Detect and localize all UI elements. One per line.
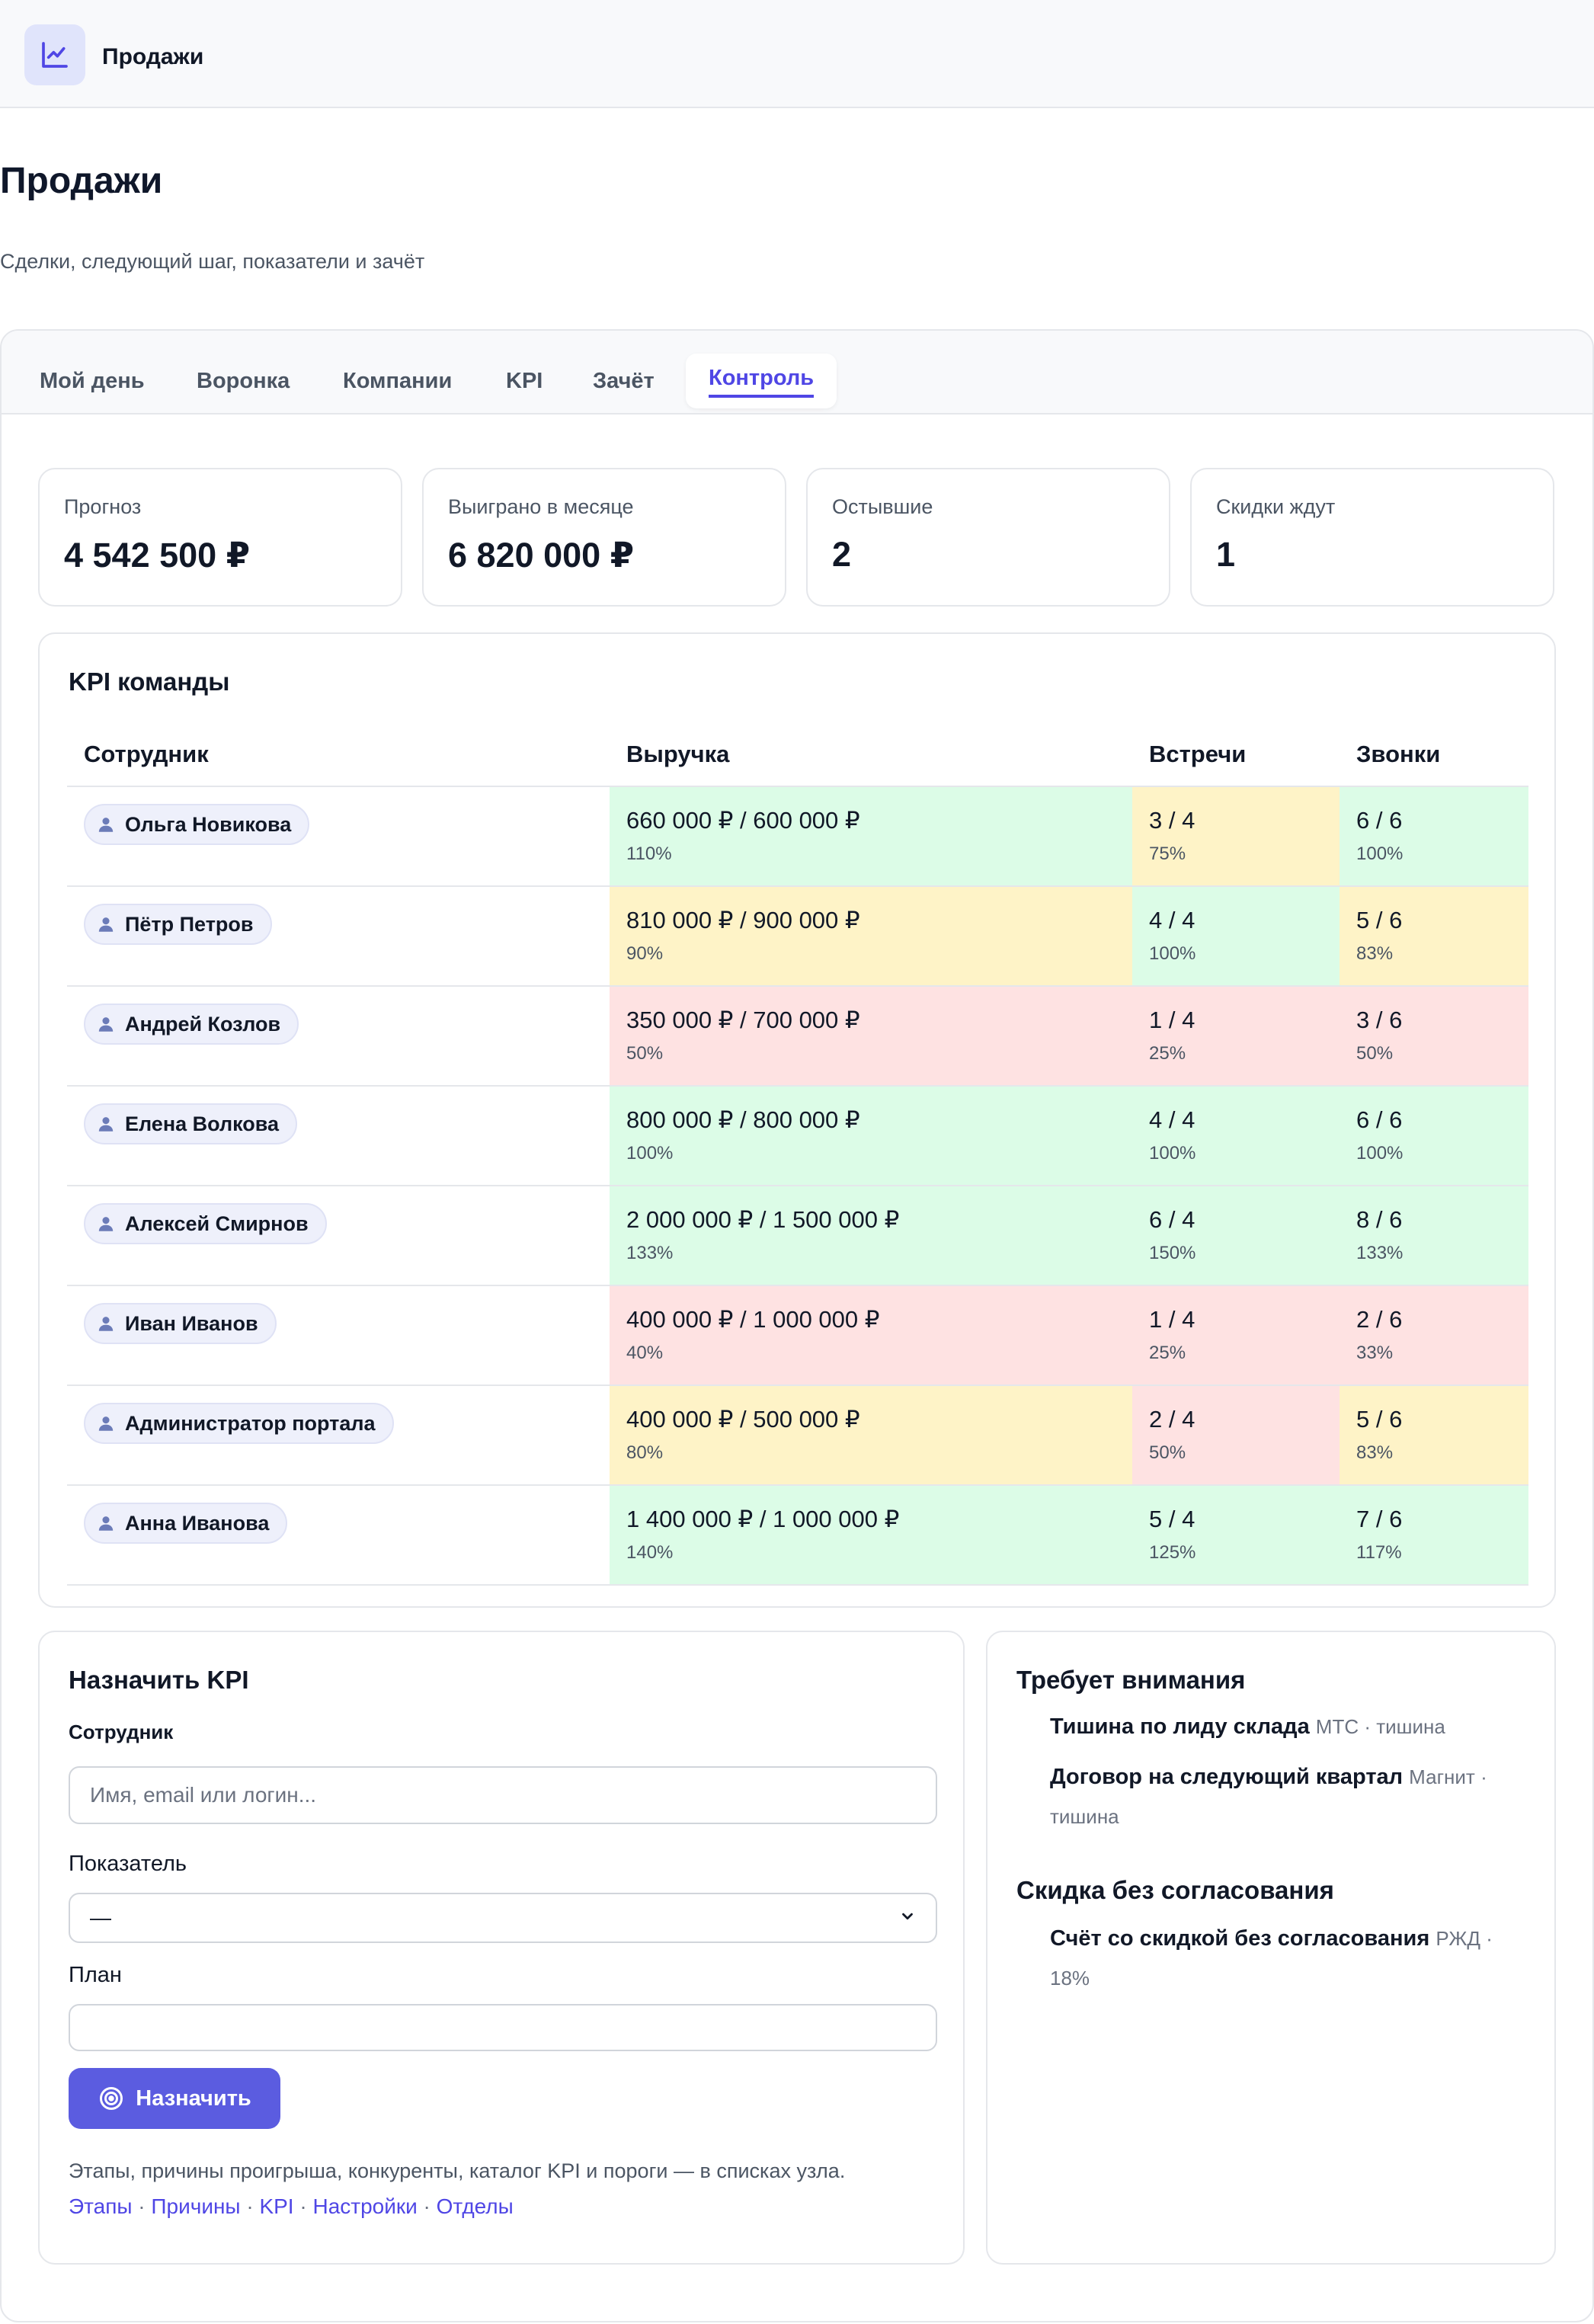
assign-button[interactable] bbox=[69, 2068, 280, 2129]
revenue-cell bbox=[610, 1485, 1132, 1585]
calls-percent: 83% bbox=[1356, 1442, 1394, 1463]
revenue-percent: 40% bbox=[626, 1343, 664, 1363]
meetings-value: 5 / 4 bbox=[1149, 1506, 1196, 1532]
employee-chip[interactable] bbox=[84, 1303, 277, 1344]
user-icon bbox=[96, 914, 116, 934]
page-subtitle: Сделки, следующий шаг, показатели и зачёт bbox=[0, 250, 425, 273]
user-icon bbox=[96, 1413, 116, 1433]
column-header-meetings: Встречи bbox=[1132, 722, 1340, 786]
employee-cell bbox=[67, 786, 610, 886]
tab-label: Компании bbox=[343, 369, 453, 393]
revenue-cell bbox=[610, 986, 1132, 1086]
revenue-value: 400 000 ₽ / 500 000 ₽ bbox=[626, 1406, 860, 1432]
attention-item-meta: Магнит · тишина bbox=[1050, 1765, 1487, 1828]
discount-item[interactable] bbox=[1050, 1919, 1530, 1998]
attention-item[interactable] bbox=[1050, 1707, 1530, 1746]
meetings-value: 6 / 4 bbox=[1149, 1206, 1196, 1233]
calls-percent: 83% bbox=[1356, 943, 1394, 964]
link-departments[interactable]: Отделы bbox=[436, 2194, 514, 2218]
calls-percent: 117% bbox=[1356, 1542, 1402, 1563]
meetings-cell bbox=[1132, 786, 1340, 886]
meetings-value: 2 / 4 bbox=[1149, 1406, 1196, 1432]
metric-label: Показатель bbox=[69, 1852, 187, 1876]
revenue-percent: 50% bbox=[626, 1043, 664, 1064]
stat-card-cooled bbox=[806, 468, 1170, 607]
tab-credit[interactable] bbox=[570, 354, 677, 408]
meetings-cell bbox=[1132, 1186, 1340, 1285]
table-row bbox=[67, 886, 1528, 986]
meetings-percent: 25% bbox=[1149, 1043, 1186, 1064]
calls-percent: 50% bbox=[1356, 1043, 1394, 1064]
employee-cell bbox=[67, 986, 610, 1086]
link-separator: · bbox=[417, 2194, 437, 2218]
employee-name: Алексей Смирнов bbox=[125, 1212, 309, 1235]
employee-name: Администратор портала bbox=[125, 1411, 376, 1435]
user-icon bbox=[96, 1114, 116, 1134]
meetings-value: 3 / 4 bbox=[1149, 807, 1196, 834]
employee-name: Ольга Новикова bbox=[125, 812, 292, 836]
meetings-percent: 25% bbox=[1149, 1343, 1186, 1363]
meetings-percent: 50% bbox=[1149, 1442, 1186, 1463]
user-icon bbox=[96, 1214, 116, 1234]
page-title: Продажи bbox=[0, 161, 163, 201]
assign-button-label: Назначить bbox=[136, 2086, 251, 2111]
revenue-value: 350 000 ₽ / 700 000 ₽ bbox=[626, 1007, 860, 1033]
revenue-percent: 100% bbox=[626, 1143, 674, 1164]
user-icon bbox=[96, 815, 116, 834]
calls-value: 3 / 6 bbox=[1356, 1007, 1403, 1033]
stat-label: Скидки ждут bbox=[1216, 495, 1336, 518]
revenue-percent: 80% bbox=[626, 1442, 664, 1463]
revenue-value: 1 400 000 ₽ / 1 000 000 ₽ bbox=[626, 1506, 900, 1532]
tab-label: KPI bbox=[506, 369, 543, 393]
meetings-cell bbox=[1132, 1086, 1340, 1186]
calls-value: 5 / 6 bbox=[1356, 907, 1403, 933]
stat-label: Выиграно в месяце bbox=[448, 495, 634, 518]
app-title: Продажи bbox=[102, 44, 204, 69]
revenue-value: 660 000 ₽ / 600 000 ₽ bbox=[626, 807, 860, 834]
link-separator: · bbox=[293, 2194, 313, 2218]
column-header-employee: Сотрудник bbox=[67, 722, 610, 786]
attention-card bbox=[986, 1631, 1556, 2265]
revenue-cell bbox=[610, 1086, 1132, 1186]
tab-funnel[interactable] bbox=[174, 354, 312, 408]
stat-value: 4 542 500 ₽ bbox=[64, 536, 251, 575]
meetings-percent: 100% bbox=[1149, 943, 1196, 964]
employee-cell bbox=[67, 1485, 610, 1585]
revenue-percent: 133% bbox=[626, 1243, 674, 1263]
plan-label: План bbox=[69, 1963, 122, 1987]
user-icon bbox=[96, 1513, 116, 1533]
revenue-value: 800 000 ₽ / 800 000 ₽ bbox=[626, 1106, 860, 1133]
tab-my-day[interactable] bbox=[17, 354, 168, 408]
employee-name: Елена Волкова bbox=[125, 1112, 280, 1135]
employee-cell bbox=[67, 1086, 610, 1186]
column-header-calls: Звонки bbox=[1340, 722, 1528, 786]
calls-cell bbox=[1340, 1485, 1528, 1585]
employee-chip[interactable] bbox=[84, 804, 309, 845]
meetings-cell bbox=[1132, 886, 1340, 986]
calls-value: 5 / 6 bbox=[1356, 1406, 1403, 1432]
chevron-down-icon bbox=[899, 1906, 916, 1930]
calls-cell bbox=[1340, 1186, 1528, 1285]
revenue-cell bbox=[610, 786, 1132, 886]
kpi-team-card bbox=[38, 632, 1556, 1608]
chart-line-icon[interactable] bbox=[24, 24, 85, 85]
revenue-cell bbox=[610, 886, 1132, 986]
employee-chip[interactable] bbox=[84, 904, 272, 945]
tab-companies[interactable] bbox=[320, 354, 475, 408]
revenue-percent: 140% bbox=[626, 1542, 674, 1563]
link-kpi[interactable]: KPI bbox=[259, 2194, 294, 2218]
employee-name: Анна Иванова bbox=[125, 1511, 270, 1535]
stat-value: 1 bbox=[1216, 535, 1236, 574]
revenue-value: 400 000 ₽ / 1 000 000 ₽ bbox=[626, 1306, 880, 1333]
attention-title: Требует внимания bbox=[1016, 1666, 1246, 1694]
discount-title: Скидка без согласования bbox=[1016, 1876, 1334, 1904]
attention-item-title: Тишина по лиду склада bbox=[1050, 1714, 1310, 1739]
revenue-percent: 90% bbox=[626, 943, 664, 964]
meetings-value: 1 / 4 bbox=[1149, 1007, 1196, 1033]
table-row bbox=[67, 1485, 1528, 1585]
stat-value: 6 820 000 ₽ bbox=[448, 536, 635, 575]
employee-search-input[interactable]: Имя, email или логин... bbox=[69, 1766, 937, 1824]
meetings-cell bbox=[1132, 1385, 1340, 1485]
user-icon bbox=[96, 1314, 116, 1333]
tab-label: Воронка bbox=[197, 369, 290, 393]
employee-cell bbox=[67, 1385, 610, 1485]
stat-value: 2 bbox=[832, 535, 852, 574]
plan-input[interactable] bbox=[69, 2004, 937, 2051]
calls-cell bbox=[1340, 1385, 1528, 1485]
calls-value: 7 / 6 bbox=[1356, 1506, 1403, 1532]
lists-links bbox=[69, 2194, 514, 2219]
table-row bbox=[67, 1086, 1528, 1186]
calls-value: 6 / 6 bbox=[1356, 1106, 1403, 1133]
employee-chip[interactable] bbox=[84, 1203, 327, 1244]
meetings-value: 4 / 4 bbox=[1149, 1106, 1196, 1133]
link-reasons[interactable]: Причины bbox=[151, 2194, 241, 2218]
user-icon bbox=[96, 1014, 116, 1034]
employee-cell bbox=[67, 886, 610, 986]
tab-label: Контроль bbox=[709, 364, 814, 398]
stat-card-forecast bbox=[38, 468, 402, 607]
link-separator: · bbox=[132, 2194, 152, 2218]
calls-percent: 100% bbox=[1356, 1143, 1404, 1164]
tab-label: Мой день bbox=[40, 369, 145, 393]
meetings-cell bbox=[1132, 986, 1340, 1086]
discount-item-title: Счёт со скидкой без согласования bbox=[1050, 1926, 1430, 1951]
kpi-title: KPI команды bbox=[69, 667, 230, 696]
employee-chip[interactable] bbox=[84, 1103, 297, 1144]
calls-value: 8 / 6 bbox=[1356, 1206, 1403, 1233]
employee-name: Иван Иванов bbox=[125, 1311, 258, 1335]
employee-cell bbox=[67, 1186, 610, 1285]
calls-cell bbox=[1340, 986, 1528, 1086]
kpi-table-header bbox=[67, 722, 1528, 786]
calls-value: 2 / 6 bbox=[1356, 1306, 1403, 1333]
target-icon bbox=[98, 2085, 125, 2112]
employee-chip[interactable] bbox=[84, 1503, 287, 1544]
kpi-table bbox=[67, 722, 1528, 1586]
lists-note: Этапы, причины проигрыша, конкуренты, каталог KPI и пороги — в списках узла. bbox=[69, 2159, 846, 2182]
stat-label: Прогноз bbox=[64, 495, 142, 518]
revenue-cell bbox=[610, 1186, 1132, 1285]
employee-name: Пётр Петров bbox=[125, 912, 254, 936]
link-stages[interactable]: Этапы bbox=[69, 2194, 133, 2218]
meetings-percent: 125% bbox=[1149, 1542, 1196, 1563]
calls-cell bbox=[1340, 886, 1528, 986]
employee-chip[interactable] bbox=[84, 1004, 299, 1045]
calls-percent: 33% bbox=[1356, 1343, 1394, 1363]
attention-item-meta: МТС · тишина bbox=[1315, 1715, 1445, 1738]
tab-bar bbox=[2, 331, 1592, 415]
assign-kpi-card bbox=[38, 1631, 965, 2265]
revenue-cell bbox=[610, 1385, 1132, 1485]
table-row bbox=[67, 1385, 1528, 1485]
revenue-value: 2 000 000 ₽ / 1 500 000 ₽ bbox=[626, 1206, 900, 1233]
top-bar bbox=[0, 0, 1594, 108]
meetings-cell bbox=[1132, 1285, 1340, 1385]
attention-item-title: Договор на следующий квартал bbox=[1050, 1765, 1404, 1789]
table-row bbox=[67, 1186, 1528, 1285]
employee-label: Сотрудник bbox=[69, 1721, 174, 1743]
stat-card-discounts bbox=[1190, 468, 1554, 607]
metric-select[interactable] bbox=[69, 1893, 937, 1943]
calls-cell bbox=[1340, 786, 1528, 886]
stat-card-won bbox=[422, 468, 786, 607]
employee-chip[interactable] bbox=[84, 1403, 394, 1444]
revenue-percent: 110% bbox=[626, 843, 672, 864]
tab-control[interactable] bbox=[686, 354, 837, 408]
calls-percent: 133% bbox=[1356, 1243, 1404, 1263]
assign-kpi-title: Назначить KPI bbox=[69, 1666, 249, 1694]
calls-percent: 100% bbox=[1356, 843, 1404, 864]
column-header-revenue: Выручка bbox=[610, 722, 1132, 786]
stat-label: Остывшие bbox=[832, 495, 933, 518]
table-row bbox=[67, 786, 1528, 886]
link-settings[interactable]: Настройки bbox=[312, 2194, 418, 2218]
discount-item-meta: РЖД · 18% bbox=[1050, 1927, 1493, 1989]
meetings-value: 1 / 4 bbox=[1149, 1306, 1196, 1333]
meetings-percent: 100% bbox=[1149, 1143, 1196, 1164]
meetings-cell bbox=[1132, 1485, 1340, 1585]
link-separator: · bbox=[240, 2194, 260, 2218]
tab-label: Зачёт bbox=[593, 369, 655, 393]
revenue-value: 810 000 ₽ / 900 000 ₽ bbox=[626, 907, 860, 933]
revenue-cell bbox=[610, 1285, 1132, 1385]
meetings-percent: 75% bbox=[1149, 843, 1186, 864]
meetings-value: 4 / 4 bbox=[1149, 907, 1196, 933]
calls-cell bbox=[1340, 1285, 1528, 1385]
calls-value: 6 / 6 bbox=[1356, 807, 1403, 834]
metric-select-value: — bbox=[90, 1906, 111, 1929]
employee-cell bbox=[67, 1285, 610, 1385]
table-row bbox=[67, 986, 1528, 1086]
calls-cell bbox=[1340, 1086, 1528, 1186]
tab-kpi[interactable] bbox=[483, 354, 565, 408]
attention-item[interactable] bbox=[1050, 1757, 1530, 1836]
meetings-percent: 150% bbox=[1149, 1243, 1196, 1263]
employee-name: Андрей Козлов bbox=[125, 1012, 281, 1036]
table-row bbox=[67, 1285, 1528, 1385]
